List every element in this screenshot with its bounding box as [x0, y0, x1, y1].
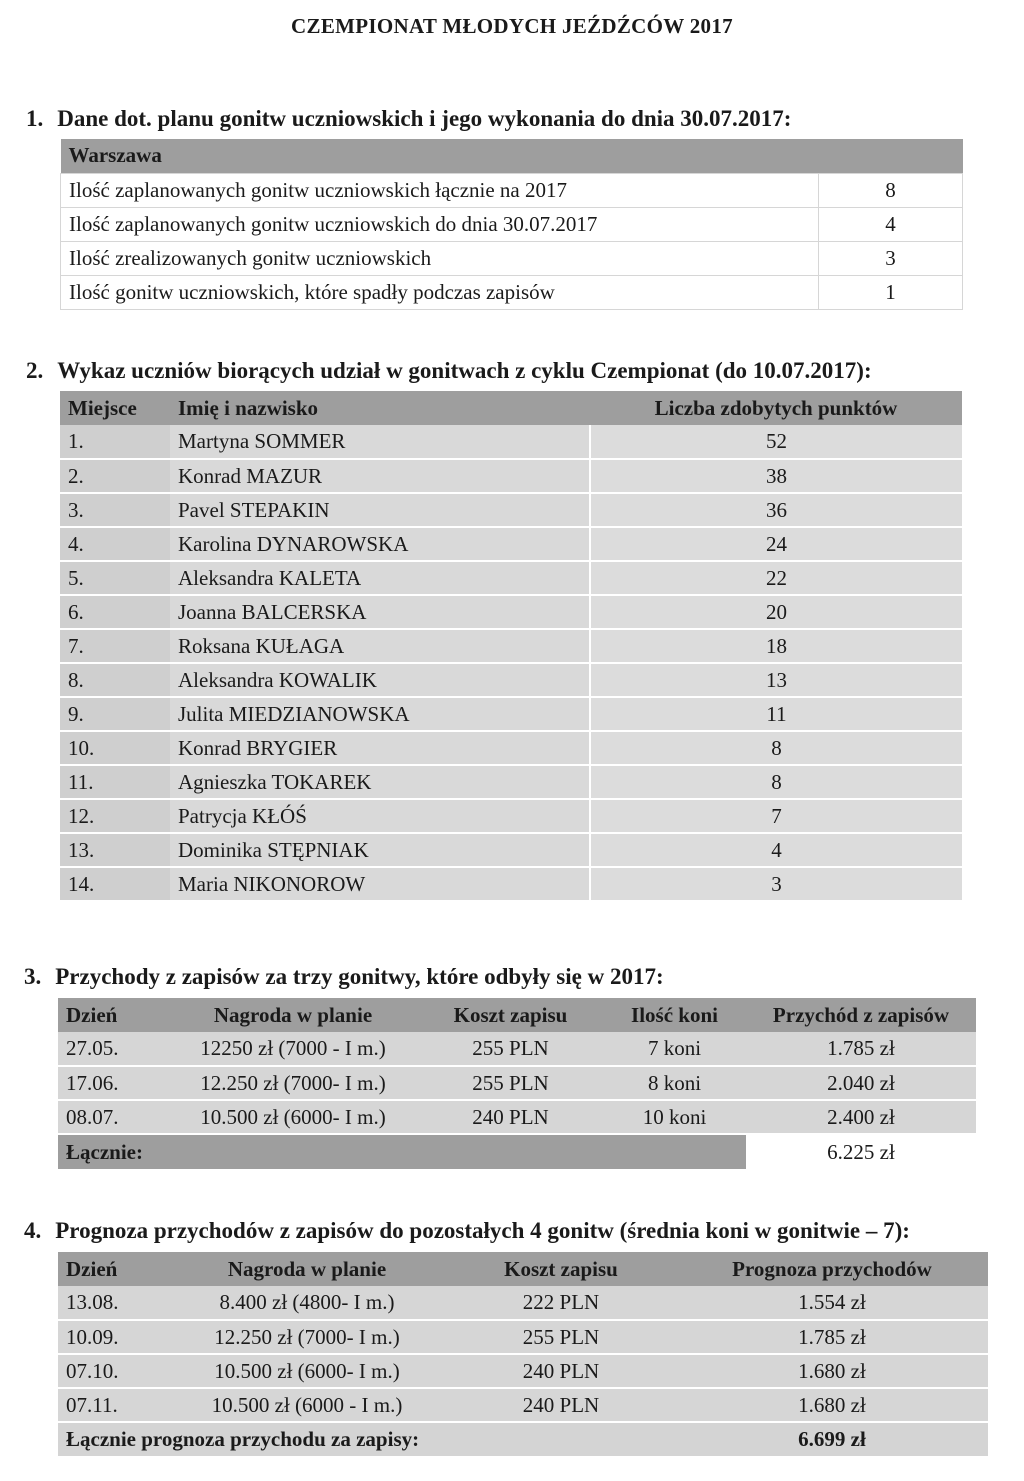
name-cell: Dominika STĘPNIAK: [170, 833, 590, 867]
place-cell: 12.: [60, 799, 170, 833]
column-header: Ilość koni: [631, 1002, 718, 1027]
table-row: [58, 1320, 988, 1354]
horses-cell: 7 koni: [603, 1032, 746, 1066]
points-cell: 7: [590, 799, 962, 833]
cost-cell: 240 PLN: [446, 1354, 676, 1388]
name-cell: Julita MIEDZIANOWSKA: [170, 697, 590, 731]
table-row: [60, 731, 962, 765]
table-row: [60, 493, 962, 527]
points-cell: 8: [590, 731, 962, 765]
total-value: 6.699 zł: [798, 1427, 866, 1451]
table-row: [60, 459, 962, 493]
column-header: Przychód z zapisów: [772, 1002, 950, 1027]
name-cell: Patrycja KŁÓŚ: [170, 799, 590, 833]
forecast-cell: 1.680 zł: [676, 1388, 988, 1422]
row-label: Ilość zrealizowanych gonitw uczniowskich: [61, 241, 819, 275]
place-cell: 7.: [60, 629, 170, 663]
section-title: Przychody z zapisów za trzy gonitwy, które odbyły się w 2017:: [55, 964, 664, 989]
table-row: [58, 1354, 988, 1388]
row-label: Ilość zaplanowanych gonitw uczniowskich łącznie na 2017: [61, 173, 819, 207]
table-row: [60, 561, 962, 595]
table-row: [60, 867, 962, 901]
row-value: 3: [819, 241, 963, 275]
table-row: [60, 799, 962, 833]
prize-cell: 10.500 zł (6000 - I m.): [168, 1388, 446, 1422]
points-cell: 3: [590, 867, 962, 901]
table-row: [61, 173, 963, 207]
points-cell: 8: [590, 765, 962, 799]
column-header: Koszt zapisu: [504, 1256, 618, 1281]
section-title: Wykaz uczniów biorących udział w gonitwach z cyklu Czempionat (do 10.07.2017):: [57, 358, 872, 383]
horses-cell: 8 koni: [603, 1066, 746, 1100]
place-cell: 2.: [60, 459, 170, 493]
section-title: Dane dot. planu gonitw uczniowskich i jego wykonania do dnia 30.07.2017:: [57, 106, 792, 131]
points-cell: 22: [590, 561, 962, 595]
prize-cell: 10.500 zł (6000- I m.): [168, 1354, 446, 1388]
day-cell: 08.07.: [58, 1100, 168, 1134]
points-cell: 38: [590, 459, 962, 493]
name-cell: Pavel STEPAKIN: [170, 493, 590, 527]
name-cell: Karolina DYNAROWSKA: [170, 527, 590, 561]
cost-cell: 240 PLN: [418, 1100, 603, 1134]
table-row: [60, 527, 962, 561]
income-cell: 2.400 zł: [746, 1100, 976, 1134]
cost-cell: 255 PLN: [418, 1032, 603, 1066]
place-cell: 13.: [60, 833, 170, 867]
section-number: 3.: [24, 964, 42, 989]
cost-cell: 240 PLN: [446, 1388, 676, 1422]
forecast-cell: 1.680 zł: [676, 1354, 988, 1388]
place-cell: 1.: [60, 425, 170, 459]
forecast-cell: 1.554 zł: [676, 1286, 988, 1320]
table-row: [58, 1032, 976, 1066]
students-table: [60, 391, 962, 902]
section-4-heading: [24, 1218, 910, 1244]
column-header: Nagroda w planie: [213, 1002, 373, 1027]
prize-cell: 12250 zł (7000 - I m.): [168, 1032, 418, 1066]
name-cell: Roksana KUŁAGA: [170, 629, 590, 663]
income-table: [58, 998, 976, 1169]
planning-table: [60, 139, 963, 310]
points-cell: 36: [590, 493, 962, 527]
name-cell: Joanna BALCERSKA: [170, 595, 590, 629]
cost-cell: 255 PLN: [418, 1066, 603, 1100]
prize-cell: 8.400 zł (4800- I m.): [168, 1286, 446, 1320]
points-cell: 52: [590, 425, 962, 459]
row-value: 4: [819, 207, 963, 241]
prize-cell: 12.250 zł (7000- I m.): [168, 1320, 446, 1354]
table-row: [58, 1388, 988, 1422]
income-cell: 1.785 zł: [746, 1032, 976, 1066]
forecast-table: [58, 1252, 988, 1456]
column-header: Liczba zdobytych punktów: [654, 395, 898, 420]
day-cell: 10.09.: [58, 1320, 168, 1354]
name-cell: Maria NIKONOROW: [170, 867, 590, 901]
name-cell: Konrad MAZUR: [170, 459, 590, 493]
row-value: 1: [819, 275, 963, 309]
cost-cell: 222 PLN: [446, 1286, 676, 1320]
total-label: Łącznie prognoza przychodu za zapisy:: [66, 1427, 420, 1451]
table-row: [58, 1286, 988, 1320]
place-cell: 8.: [60, 663, 170, 697]
prize-cell: 10.500 zł (6000- I m.): [168, 1100, 418, 1134]
row-label: Ilość gonitw uczniowskich, które spadły podczas zapisów: [61, 275, 819, 309]
place-cell: 14.: [60, 867, 170, 901]
section-title: Prognoza przychodów z zapisów do pozostałych 4 gonitw (średnia koni w gonitwie – 7):: [55, 1218, 910, 1243]
income-cell: 2.040 zł: [746, 1066, 976, 1100]
table-row: [58, 1066, 976, 1100]
place-cell: 3.: [60, 493, 170, 527]
place-cell: 10.: [60, 731, 170, 765]
day-cell: 07.10.: [58, 1354, 168, 1388]
section-1-heading: [26, 106, 791, 132]
section-3-heading: [24, 964, 664, 990]
place-cell: 4.: [60, 527, 170, 561]
table-row: [61, 207, 963, 241]
table-row: [60, 833, 962, 867]
day-cell: 13.08.: [58, 1286, 168, 1320]
column-header: Dzień: [66, 1002, 118, 1027]
total-value: 6.225 zł: [746, 1134, 976, 1169]
name-cell: Aleksandra KOWALIK: [170, 663, 590, 697]
column-header: Nagroda w planie: [227, 1256, 387, 1281]
column-header: Imię i nazwisko: [178, 395, 319, 420]
day-cell: 07.11.: [58, 1388, 168, 1422]
section-2-heading: [26, 358, 872, 384]
column-header: Prognoza przychodów: [732, 1256, 932, 1281]
name-cell: Konrad BRYGIER: [170, 731, 590, 765]
table-row: [60, 595, 962, 629]
forecast-cell: 1.785 zł: [676, 1320, 988, 1354]
day-cell: 17.06.: [58, 1066, 168, 1100]
name-cell: Martyna SOMMER: [170, 425, 590, 459]
table-row: [60, 425, 962, 459]
row-value: 8: [819, 173, 963, 207]
points-cell: 4: [590, 833, 962, 867]
name-cell: Agnieszka TOKAREK: [170, 765, 590, 799]
column-header: Miejsce: [68, 395, 137, 420]
table-row: [61, 275, 963, 309]
table-row: [60, 697, 962, 731]
points-cell: 11: [590, 697, 962, 731]
name-cell: Aleksandra KALETA: [170, 561, 590, 595]
points-cell: 24: [590, 527, 962, 561]
cost-cell: 255 PLN: [446, 1320, 676, 1354]
table-row: [60, 765, 962, 799]
section-number: 4.: [24, 1218, 42, 1243]
column-header: Dzień: [66, 1256, 118, 1281]
prize-cell: 12.250 zł (7000- I m.): [168, 1066, 418, 1100]
points-cell: 13: [590, 663, 962, 697]
column-header: Koszt zapisu: [453, 1002, 568, 1027]
table-group-label: Warszawa: [68, 143, 162, 168]
place-cell: 9.: [60, 697, 170, 731]
section-number: 1.: [26, 106, 44, 131]
points-cell: 18: [590, 629, 962, 663]
table-row: [58, 1100, 976, 1134]
row-label: Ilość zaplanowanych gonitw uczniowskich do dnia 30.07.2017: [61, 207, 819, 241]
points-cell: 20: [590, 595, 962, 629]
total-label: Łącznie:: [58, 1134, 746, 1169]
day-cell: 27.05.: [58, 1032, 168, 1066]
place-cell: 5.: [60, 561, 170, 595]
section-number: 2.: [26, 358, 44, 383]
place-cell: 11.: [60, 765, 170, 799]
table-row: [61, 241, 963, 275]
table-row: [60, 663, 962, 697]
place-cell: 6.: [60, 595, 170, 629]
table-row: [60, 629, 962, 663]
page-title: CZEMPIONAT MŁODYCH JEŹDŹCÓW 2017: [291, 14, 733, 38]
horses-cell: 10 koni: [603, 1100, 746, 1134]
